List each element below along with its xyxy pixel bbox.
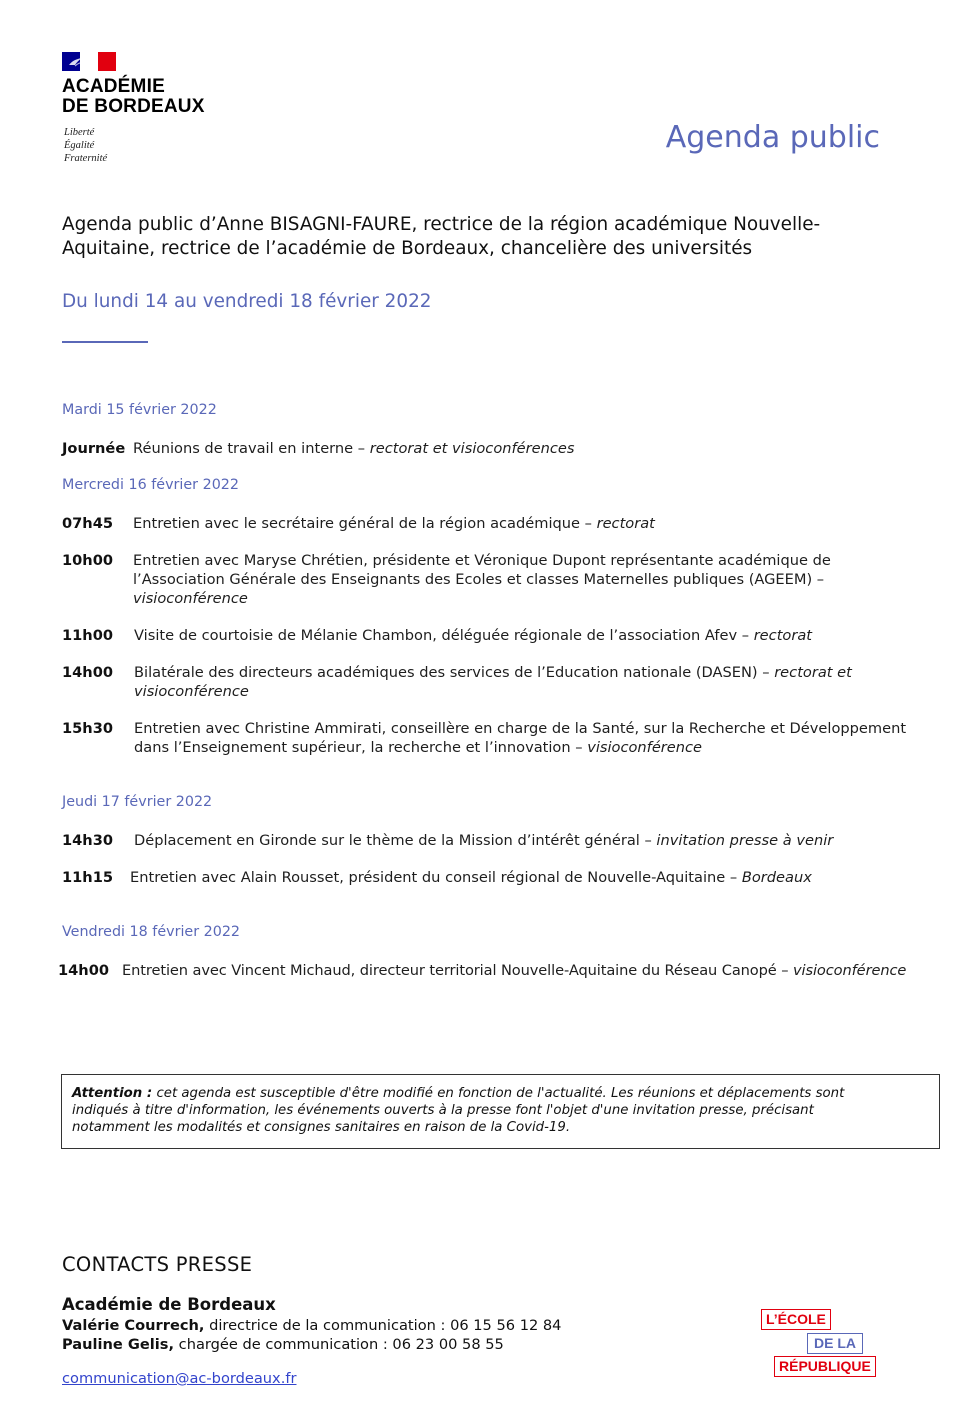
agenda-period: Du lundi 14 au vendredi 18 février 2022 — [62, 291, 432, 312]
entry-time: 11h00 — [62, 627, 114, 644]
contact-email-link[interactable]: communication@ac-bordeaux.fr — [62, 1370, 297, 1387]
marianne-icon — [66, 55, 88, 68]
entry-time: 10h00 — [62, 552, 114, 569]
disclaimer-box: Attention : cet agenda est susceptible d'être modifié en fonction de l'actualité. Les réunions et déplacements sont indiqués à titre d'information, les événements ouverts à la presse font l'objet d'une invitation presse, précisant notamment les modalités et consignes sanitaires en raison de la Covid-19. — [61, 1074, 940, 1149]
entry-time: 14h00 — [62, 664, 114, 681]
contact-person: Valérie Courrech, directrice de la communication : 06 15 56 12 84 — [62, 1317, 562, 1334]
entry-time: 14h30 — [62, 832, 114, 849]
entry-description: Entretien avec Vincent Michaud, directeur territorial Nouvelle-Aquitaine du Réseau Canopé – visioconférence — [122, 962, 907, 979]
entry-description: Réunions de travail en interne – rectorat et visioconférences — [133, 440, 575, 457]
entry-description: Entretien avec Maryse Chrétien, présidente et Véronique Dupont représentante académique de l’Association Générale des Enseignants des Ecoles et classes Maternelles publiques (AGEEM) – visioconférence — [133, 552, 831, 607]
day-heading: Jeudi 17 février 2022 — [62, 794, 213, 810]
page-title: Agenda public — [665, 120, 880, 155]
contacts-heading: CONTACTS PRESSE — [62, 1253, 253, 1276]
contact-person: Pauline Gelis, chargée de communication : 06 23 00 58 55 — [62, 1336, 504, 1353]
entry-description: Entretien avec Christine Ammirati, conseillère en charge de la Santé, sur la Recherche et Développement dans l’Enseignement supérieur, la recherche et l’innovation – visioconférence — [134, 720, 907, 756]
ecole-logo-line: DE LA — [807, 1333, 863, 1354]
title-divider — [62, 341, 148, 343]
contact-organization: Académie de Bordeaux — [62, 1295, 276, 1314]
day-heading: Mardi 15 février 2022 — [62, 402, 217, 418]
day-heading: Mercredi 16 février 2022 — [62, 477, 239, 493]
entry-time: 15h30 — [62, 720, 114, 737]
entry-description: Entretien avec le secrétaire général de la région académique – rectorat — [133, 515, 655, 532]
republic-flag-logo — [62, 52, 116, 71]
day-heading: Vendredi 18 février 2022 — [62, 924, 241, 940]
entry-description: Visite de courtoisie de Mélanie Chambon, déléguée régionale de l’association Afev – rectorat — [134, 627, 813, 644]
entry-time: 14h00 — [58, 962, 110, 979]
ecole-logo-line: L’ÉCOLE — [761, 1309, 831, 1330]
entry-time: 11h15 — [62, 869, 114, 886]
entry-time: 07h45 — [62, 515, 114, 532]
entry-time: Journée — [62, 440, 126, 457]
entry-description: Bilatérale des directeurs académiques des services de l’Education nationale (DASEN) – rectorat et visioconférence — [134, 664, 852, 700]
entry-description: Entretien avec Alain Rousset, président du conseil régional de Nouvelle-Aquitaine – Bordeaux — [130, 869, 812, 886]
document-title: Agenda public d’Anne BISAGNI-FAURE, rectrice de la région académique Nouvelle- Aquitaine, rectrice de l’académie de Bordeaux, chancelière des universités — [62, 214, 821, 259]
republic-motto: Liberté Égalité Fraternité — [64, 127, 108, 164]
academy-name: ACADÉMIE DE BORDEAUX — [62, 76, 205, 117]
ecole-logo-line: RÉPUBLIQUE — [774, 1356, 876, 1377]
entry-description: Déplacement en Gironde sur le thème de la Mission d’intérêt général – invitation presse à venir — [134, 832, 834, 849]
